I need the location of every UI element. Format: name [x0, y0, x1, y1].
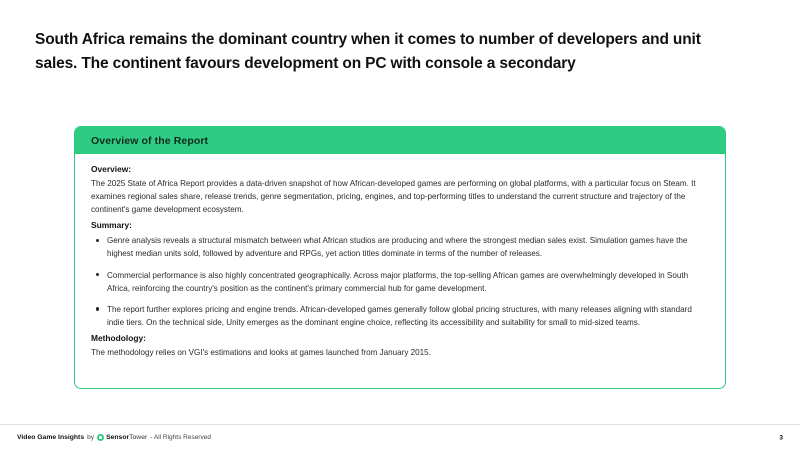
bullet-dot-icon	[96, 239, 99, 242]
bullet-dot-icon	[96, 307, 99, 310]
overview-text: The 2025 State of Africa Report provides a data-driven snapshot of how African-developed games are performing on global platforms, with a particular focus on Steam. It examines regional sales share, release trends, genre segmentation, pricing, engines, and top-performing titles to understand the current structure and trajectory of the continent's game development ecosystem.	[91, 179, 696, 215]
page-number: 3	[779, 434, 783, 441]
card-body	[75, 154, 725, 369]
overview-label: Overview:	[91, 164, 132, 174]
overview-card	[74, 126, 726, 389]
list-item-text: Commercial performance is also highly concentrated geographically. Across major platforms, the top-selling African games are overwhelmingly developed in South Africa, reinforcing the country's position as the continent's primary commercial hub for game development.	[107, 270, 689, 293]
list-item	[91, 303, 709, 329]
footer-credits	[0, 434, 211, 441]
methodology-label: Methodology:	[91, 332, 146, 343]
summary-label: Summary:	[91, 220, 132, 231]
footer-brand: Video Game Insights	[17, 434, 85, 441]
list-item-text: The report further explores pricing and engine trends. African-developed games generally follow global pricing structures, with many releases aligning with standard indie tiers. On the technical side, Unity emerges as the dominant engine choice, reflecting its accessibility and suitability for small to mid-sized teams.	[107, 304, 692, 327]
footer	[0, 425, 800, 450]
sensortower-name-suffix: Tower	[129, 434, 148, 441]
sensortower-logo	[97, 434, 147, 441]
bullet-dot-icon	[96, 273, 99, 276]
methodology-text: The methodology relies on VGI's estimations and looks at games launched from January 2015.	[91, 347, 431, 357]
footer-rights: - All Rights Reserved	[150, 434, 211, 441]
card-header-title: Overview of the Report	[91, 134, 209, 147]
footer-by-label: by	[87, 434, 95, 441]
sensortower-name-primary: Sensor	[106, 434, 130, 441]
sensortower-mark-icon	[97, 434, 104, 441]
card-header	[75, 127, 725, 154]
list-item	[91, 234, 709, 260]
page-title: South Africa remains the dominant country when it comes to number of developers and unit sales. The continent favours development on PC with console a secondary	[35, 31, 701, 72]
list-item-text: Genre analysis reveals a structural mismatch between what African studios are producing and where the strongest median sales exist. Simulation games have the highest median units sold, followed by adventure and RPGs, yet action titles dominate in terms of the number of releases.	[107, 236, 688, 259]
sensortower-name	[106, 434, 147, 441]
list-item	[91, 269, 709, 295]
summary-bullet-list	[91, 234, 709, 329]
